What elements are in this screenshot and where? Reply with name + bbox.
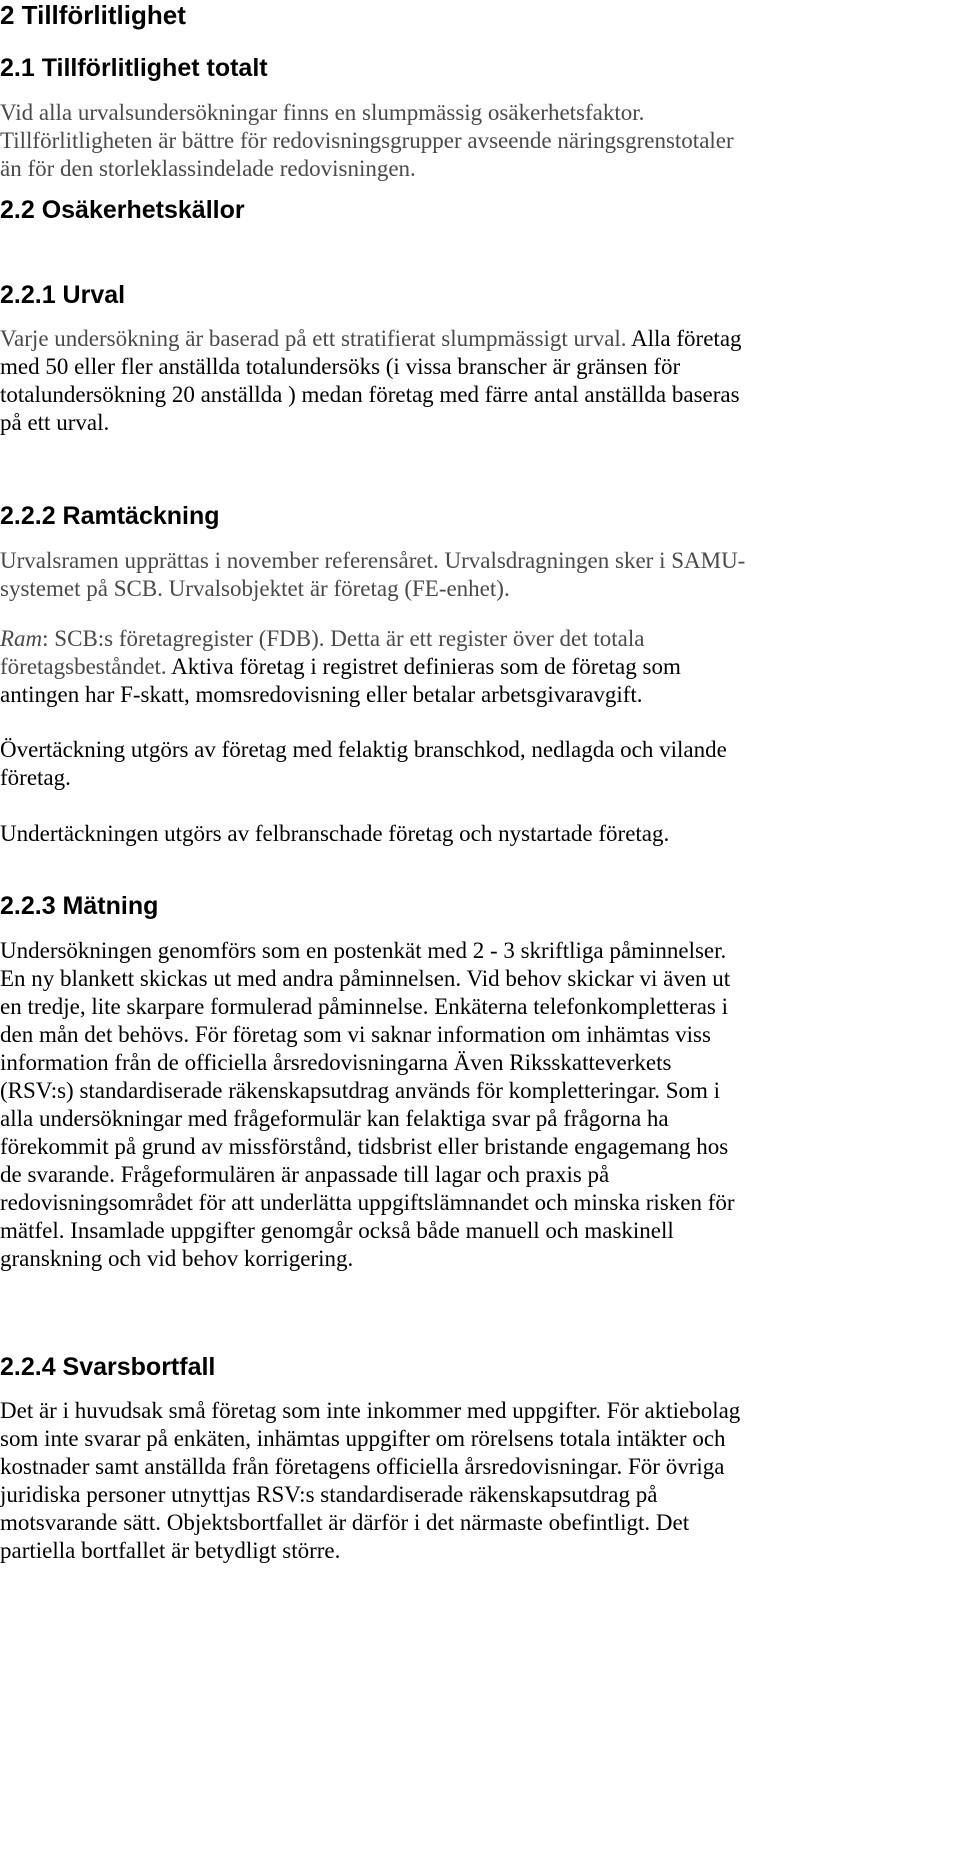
text-line: Övertäckning utgörs av företag med felaktig branschkod, nedlagda och vilande [0, 737, 727, 762]
text-line: på ett urval. [0, 410, 110, 435]
heading-2-2-4: 2.2.4 Svarsbortfall [0, 1353, 216, 1381]
text-line: granskning och vid behov korrigering. [0, 1246, 354, 1271]
text-line: företag. [0, 765, 71, 790]
text-line: alla undersökningar med frågeformulär kan felaktiga svar på frågorna ha [0, 1106, 669, 1131]
heading-2-2-1: 2.2.1 Urval [0, 281, 126, 309]
text-line: systemet på SCB. Urvalsobjektet är företag (FE-enhet). [0, 576, 510, 601]
text-span: : SCB:s företagregister (FDB). Detta är ett register över det totala [42, 626, 645, 651]
heading-2: 2 Tillförlitlighet [0, 0, 186, 30]
text-line: Urvalsramen upprättas i november referensåret. Urvalsdragningen sker i SAMU- [0, 548, 746, 573]
text-line: en tredje, lite skarpare formulerad påminnelse. Enkäterna telefonkompletteras i [0, 994, 729, 1019]
text-line: Vid alla urvalsundersökningar finns en slumpmässig osäkerhetsfaktor. [0, 100, 645, 125]
text-line: som inte svarar på enkäten, inhämtas uppgifter om rörelsens totala intäkter och [0, 1426, 726, 1451]
text-line [0, 625, 644, 653]
text-line: de svarande. Frågeformulären är anpassade till lagar och praxis på [0, 1162, 610, 1187]
text-span: Varje undersökning är baserad på ett stratifierat slumpmässigt urval. [0, 326, 627, 351]
text-line: motsvarande sätt. Objektsbortfallet är därför i det närmaste obefintligt. Det [0, 1510, 690, 1535]
text-span: företagsbeståndet. [0, 654, 167, 679]
ram-label: Ram [0, 626, 43, 651]
text-line: Undersökningen genomförs som en postenkät med 2 - 3 skriftliga påminnelser. [0, 938, 727, 963]
text-line: En ny blankett skickas ut med andra påminnelsen. Vid behov skickar vi även ut [0, 966, 731, 991]
text-line: partiella bortfallet är betydligt större. [0, 1538, 341, 1563]
text-line: totalundersökning 20 anställda ) medan företag med färre antal anställda baseras [0, 382, 740, 407]
text-line: (RSV:s) standardiserade räkenskapsutdrag används för kompletteringar. Som i [0, 1078, 721, 1103]
heading-2-2-3: 2.2.3 Mätning [0, 892, 159, 920]
text-line: juridiska personer utnyttjas RSV:s standardiserade räkenskapsutdrag på [0, 1482, 658, 1507]
heading-2-2: 2.2 Osäkerhetskällor [0, 196, 245, 224]
text-line: Det är i huvudsak små företag som inte inkommer med uppgifter. För aktiebolag [0, 1398, 741, 1423]
text-line: Tillförlitligheten är bättre för redovisningsgrupper avseende näringsgrenstotaler [0, 128, 734, 153]
text-line: mätfel. Insamlade uppgifter genomgår också både manuell och maskinell [0, 1218, 674, 1243]
text-span: Aktiva företag i registret definieras som de företag som [166, 654, 681, 679]
text-line: information från de officiella årsredovisningarna Även Riksskatteverkets [0, 1050, 672, 1075]
text-line: än för den storleklassindelade redovisningen. [0, 156, 416, 181]
text-line: antingen har F-skatt, momsredovisning eller betalar arbetsgivaravgift. [0, 682, 643, 707]
heading-2-2-2: 2.2.2 Ramtäckning [0, 502, 220, 530]
heading-2-1: 2.1 Tillförlitlighet totalt [0, 54, 268, 82]
text-span: Alla företag [631, 326, 742, 351]
text-line: med 50 eller fler anställda totalundersöks (i vissa branscher är gränsen för [0, 354, 681, 379]
text-line [0, 325, 742, 353]
text-line: redovisningsområdet för att underlätta uppgiftslämnandet och minska risken för [0, 1190, 735, 1215]
paragraph-undertackning: Undertäckningen utgörs av felbranschade företag och nystartade företag. [0, 821, 670, 846]
text-line: kostnader samt anställda från företagens officiella årsredovisningar. För övriga [0, 1454, 725, 1479]
text-line: förekommit på grund av missförstånd, tidsbrist eller bristande engagemang hos [0, 1134, 729, 1159]
text-line [0, 653, 681, 681]
text-line: den mån det behövs. För företag som vi saknar information om inhämtas viss [0, 1022, 711, 1047]
